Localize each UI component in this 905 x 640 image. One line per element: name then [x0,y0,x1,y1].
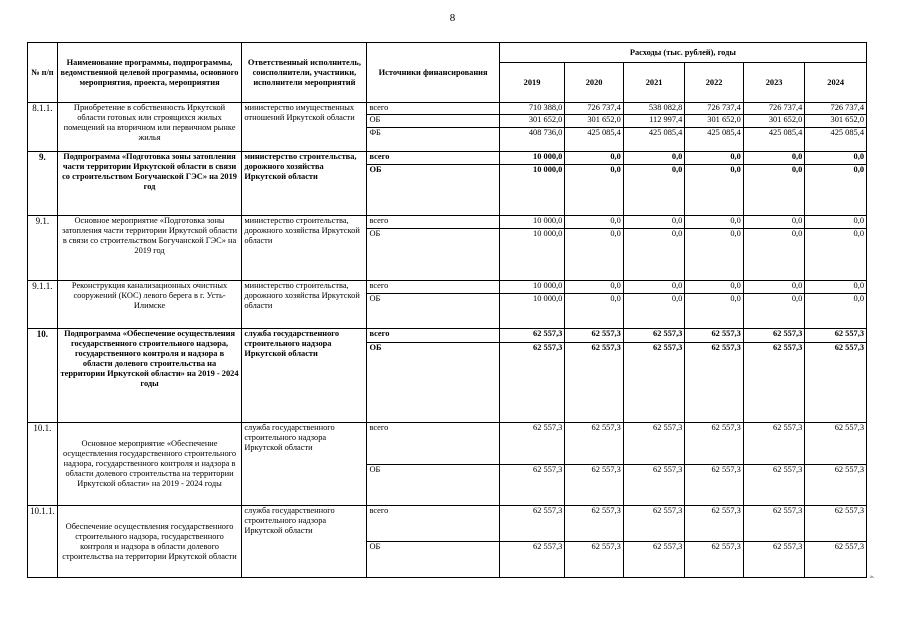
row-responsible: министерство строительства, дорожного хозяйства Иркутской области [242,281,367,329]
value-cell: 62 557,3 [685,542,743,578]
value-cell: 0,0 [565,216,623,229]
value-cell: 710 388,0 [499,103,565,115]
row-source: всего [367,423,499,465]
value-cell: 62 557,3 [565,343,623,423]
row-source: ОБ [367,165,499,216]
value-cell: 62 557,3 [565,329,623,343]
table-row [28,506,867,542]
row-source: ОБ [367,115,499,128]
header-year: 2020 [565,63,623,103]
value-cell: 10 000,0 [499,216,565,229]
value-cell: 408 736,0 [499,128,565,152]
row-source: всего [367,506,499,542]
value-cell: 10 000,0 [499,152,565,165]
table-row [28,103,867,115]
value-cell: 0,0 [623,294,685,329]
row-source: ФБ [367,128,499,152]
value-cell: 62 557,3 [623,343,685,423]
value-cell: 62 557,3 [743,343,805,423]
header-year: 2024 [805,63,867,103]
value-cell: 425 085,4 [565,128,623,152]
value-cell: 62 557,3 [685,465,743,506]
value-cell: 726 737,4 [805,103,867,115]
value-cell: 0,0 [685,229,743,281]
value-cell: 0,0 [805,294,867,329]
header-row-top [28,43,867,63]
row-name: Подпрограмма «Обеспечение осуществления государственного строительного надзора, государственного контроля и надзора в области долевого строительства на территории Иркутской области» на 2019 - 2024 годы [57,329,242,423]
value-cell: 301 652,0 [805,115,867,128]
value-cell: 425 085,4 [805,128,867,152]
value-cell: 301 652,0 [499,115,565,128]
value-cell: 62 557,3 [805,343,867,423]
value-cell: 0,0 [565,281,623,294]
value-cell: 62 557,3 [623,465,685,506]
row-source: ОБ [367,542,499,578]
value-cell: 0,0 [623,165,685,216]
value-cell: 62 557,3 [743,329,805,343]
value-cell: 0,0 [685,216,743,229]
value-cell: 62 557,3 [565,542,623,578]
row-code: 10. [28,329,58,423]
value-cell: 0,0 [805,152,867,165]
value-cell: 0,0 [743,281,805,294]
row-source: всего [367,281,499,294]
row-responsible: служба государственного строительного надзора Иркутской области [242,506,367,578]
value-cell: 301 652,0 [743,115,805,128]
value-cell: 726 737,4 [685,103,743,115]
row-responsible: служба государственного строительного надзора Иркутской области [242,423,367,506]
value-cell: 0,0 [565,294,623,329]
row-source: ОБ [367,465,499,506]
value-cell: 62 557,3 [623,423,685,465]
row-responsible: министерство имущественных отношений Иркутской области [242,103,367,152]
value-cell: 62 557,3 [623,506,685,542]
value-cell: 0,0 [743,152,805,165]
row-source: ОБ [367,294,499,329]
table-row [28,152,867,165]
row-name: Приобретение в собственность Иркутской области готовых или строящихся жилых помещений на вторичном или первичном рынке жилья [57,103,242,152]
value-cell: 62 557,3 [685,329,743,343]
value-cell: 0,0 [805,165,867,216]
value-cell: 10 000,0 [499,165,565,216]
row-name: Основное мероприятие «Подготовка зоны затопления части территории Иркутской области в связи со строительством Богучанской ГЭС» на 2019 год [57,216,242,281]
budget-table [27,42,867,578]
row-source: всего [367,216,499,229]
value-cell: 62 557,3 [499,542,565,578]
value-cell: 62 557,3 [499,506,565,542]
header-year: 2021 [623,63,685,103]
value-cell: 538 082,8 [623,103,685,115]
value-cell: 0,0 [805,216,867,229]
header-sources: Источники финансирования [367,43,499,103]
value-cell: 425 085,4 [623,128,685,152]
row-responsible: служба государственного строительного надзора Иркутской области [242,329,367,423]
value-cell: 62 557,3 [565,423,623,465]
value-cell: 0,0 [685,165,743,216]
row-responsible: министерство строительства, дорожного хозяйства Иркутской области [242,216,367,281]
value-cell: 62 557,3 [623,329,685,343]
header-year: 2022 [685,63,743,103]
row-source: ОБ [367,229,499,281]
value-cell: 0,0 [623,216,685,229]
value-cell: 62 557,3 [805,329,867,343]
value-cell: 10 000,0 [499,281,565,294]
value-cell: 62 557,3 [805,542,867,578]
value-cell: 0,0 [623,281,685,294]
value-cell: 0,0 [565,152,623,165]
value-cell: 301 652,0 [565,115,623,128]
row-name: Реконструкция канализационных очистных сооружений (КОС) левого берега в г. Усть-Илимске [57,281,242,329]
value-cell: 62 557,3 [499,343,565,423]
value-cell: 425 085,4 [743,128,805,152]
page-number: 8 [449,12,456,24]
value-cell: 0,0 [623,152,685,165]
table-row [28,216,867,229]
header-year: 2023 [743,63,805,103]
value-cell: 726 737,4 [565,103,623,115]
row-source: всего [367,103,499,115]
value-cell: 62 557,3 [565,465,623,506]
value-cell: 62 557,3 [685,423,743,465]
header-year: 2019 [499,63,565,103]
row-code: 10.1. [28,423,58,506]
value-cell: 62 557,3 [805,465,867,506]
value-cell: 62 557,3 [499,423,565,465]
value-cell: 0,0 [743,165,805,216]
value-cell: 726 737,4 [743,103,805,115]
value-cell: 62 557,3 [499,329,565,343]
row-source: всего [367,152,499,165]
trailing-mark: ». [870,574,875,580]
header-num: № п/п [28,43,58,103]
value-cell: 0,0 [805,281,867,294]
table-row [28,329,867,343]
header-name: Наименование программы, подпрограммы, ведомственной целевой программы, основного мероприятия, проекта, мероприятия [57,43,242,103]
value-cell: 62 557,3 [743,465,805,506]
row-name: Основное мероприятие «Обеспечение осуществления государственного строительного надзора, государственного контроля и надзора в области долевого строительства на территории Иркутской области» на 2019 - 2024 годы [57,423,242,506]
value-cell: 62 557,3 [743,423,805,465]
value-cell: 0,0 [685,281,743,294]
value-cell: 62 557,3 [565,506,623,542]
row-code: 10.1.1. [28,506,58,578]
value-cell: 62 557,3 [743,506,805,542]
value-cell: 62 557,3 [499,465,565,506]
value-cell: 112 997,4 [623,115,685,128]
value-cell: 0,0 [685,152,743,165]
row-code: 9.1. [28,216,58,281]
row-code: 9.1.1. [28,281,58,329]
value-cell: 62 557,3 [685,343,743,423]
value-cell: 0,0 [565,229,623,281]
value-cell: 62 557,3 [805,423,867,465]
value-cell: 301 652,0 [685,115,743,128]
value-cell: 62 557,3 [685,506,743,542]
row-name: Подпрограмма «Подготовка зоны затопления части территории Иркутской области в связи со строительством Богучанской ГЭС» на 2019 год [57,152,242,216]
row-name: Обеспечение осуществления государственного строительного надзора, государственного контроля и надзора в области долевого строительства на территории Иркутской области [57,506,242,578]
value-cell: 0,0 [805,229,867,281]
value-cell: 62 557,3 [805,506,867,542]
value-cell: 10 000,0 [499,294,565,329]
row-code: 9. [28,152,58,216]
header-responsible: Ответственный исполнитель, соисполнители, участники, исполнители мероприятий [242,43,367,103]
table-row [28,423,867,465]
value-cell: 425 085,4 [685,128,743,152]
value-cell: 0,0 [565,165,623,216]
value-cell: 0,0 [685,294,743,329]
table-row [28,281,867,294]
value-cell: 10 000,0 [499,229,565,281]
header-expenses: Расходы (тыс. рублей), годы [499,43,866,63]
value-cell: 0,0 [743,229,805,281]
value-cell: 62 557,3 [743,542,805,578]
value-cell: 62 557,3 [623,542,685,578]
row-code: 8.1.1. [28,103,58,152]
value-cell: 0,0 [743,294,805,329]
row-source: всего [367,329,499,343]
row-responsible: министерство строительства, дорожного хозяйства Иркутской области [242,152,367,216]
value-cell: 0,0 [623,229,685,281]
row-source: ОБ [367,343,499,423]
value-cell: 0,0 [743,216,805,229]
